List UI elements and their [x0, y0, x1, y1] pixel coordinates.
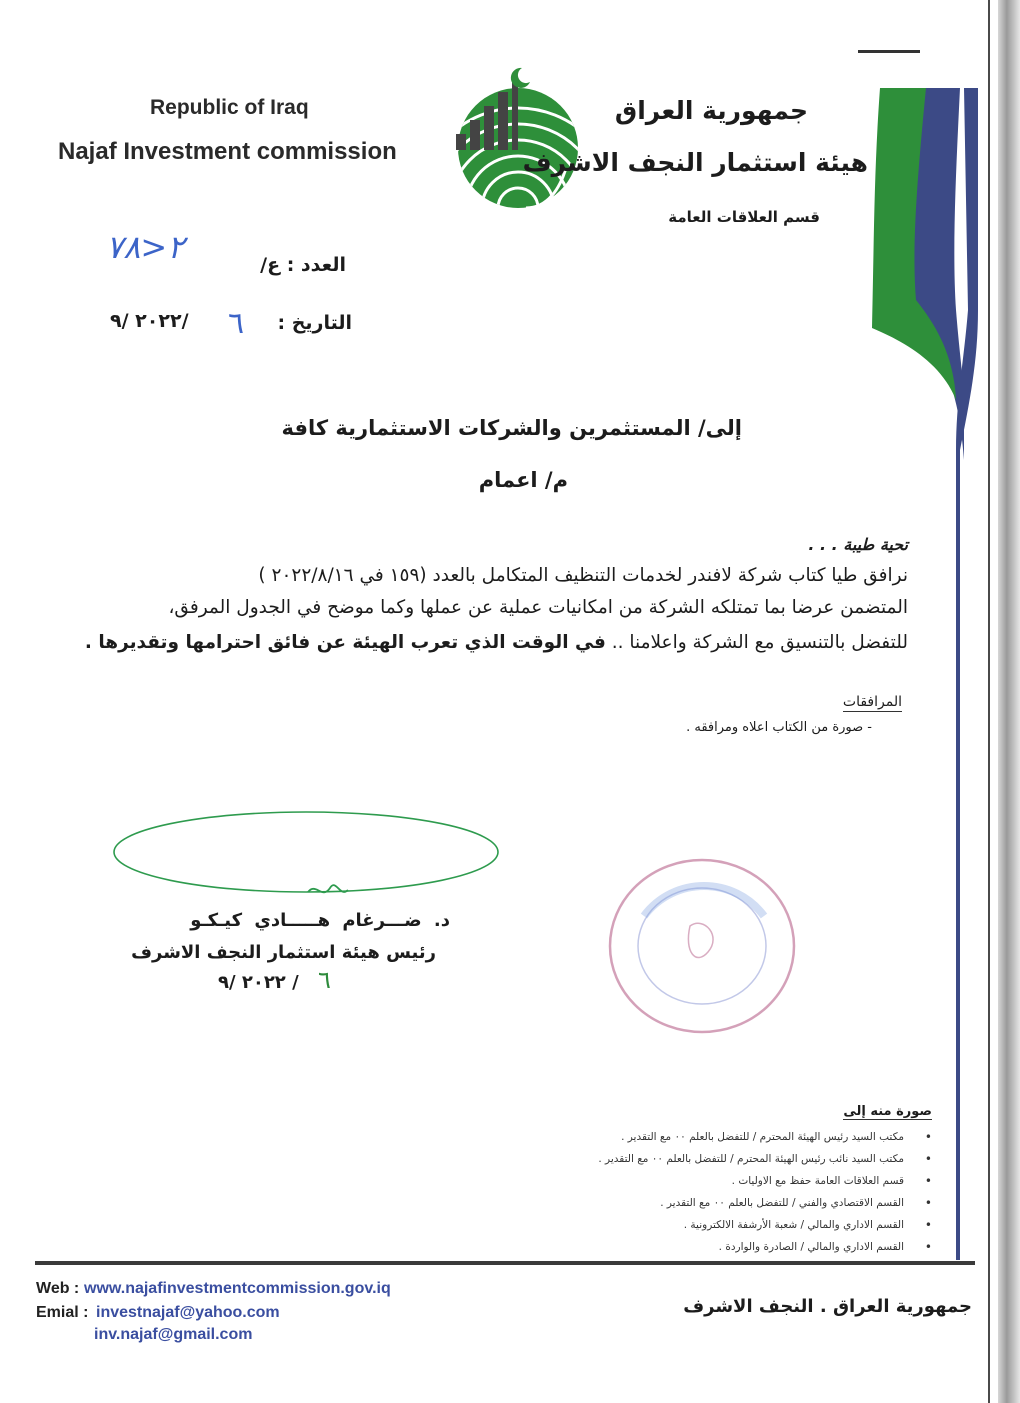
header-en-country: Republic of Iraq — [150, 96, 309, 119]
footer-web-label: Web : — [36, 1280, 80, 1297]
footer-email-label: Emial : — [36, 1304, 89, 1321]
list-item: • مكتب السيد نائب رئيس الهيئة المحترم / للتفضل بالعلم ٠٠ مع التقدير . — [598, 1148, 932, 1170]
date-handwritten-day: ٦ — [228, 306, 245, 341]
signature-date-handwritten: ٦ — [318, 966, 331, 994]
attachments-item: - صورة من الكتاب اعلاه ومرافقه . — [686, 720, 872, 735]
letterhead-bands — [860, 80, 980, 1260]
letter-body-line: نرافق طيا كتاب شركة لافندر لخدمات التنظيف المتكامل بالعدد (١٥٩ في ٢٠٢٢/٨/١٦ ) — [258, 565, 908, 586]
letter-greeting: تحية طيبة . . . — [808, 535, 908, 554]
bullet-icon: • — [924, 1218, 932, 1232]
letter-subject: م/ اعمام — [478, 468, 568, 492]
letter-closing-phrase: في الوقت الذي تعرب الهيئة عن فائق احترامها وتقديرها . — [84, 632, 606, 653]
copies-title: صورة منه إلى — [843, 1104, 932, 1119]
footer-website-link[interactable]: www.najafinvestmentcommission.gov.iq — [84, 1280, 391, 1297]
header-ar-country: جمهورية العراق — [614, 96, 808, 125]
bullet-icon: • — [924, 1174, 932, 1188]
letter-body-line: المتضمن عرضا بما تمتلكه الشركة من امكانيات عملية عن عملها وكما موضح في الجدول المرفق، — [168, 597, 908, 618]
page-edge-line — [988, 0, 990, 1403]
bullet-icon: • — [924, 1130, 932, 1144]
letter-body-line — [85, 632, 908, 653]
signature-scribble — [108, 808, 504, 918]
date-label: التاريخ : — [277, 312, 352, 334]
header-ar-dept: قسم العلاقات العامة — [668, 208, 820, 226]
header-ar-org: هيئة استثمار النجف الاشرف — [522, 148, 868, 177]
list-item: • مكتب السيد رئيس الهيئة المحترم / للتفضل بالعلم ٠٠ مع التقدير . — [598, 1126, 932, 1148]
bullet-icon: • — [924, 1152, 932, 1166]
page-edge-shadow — [998, 0, 1020, 1403]
footer-address: جمهورية العراق . النجف الاشرف — [683, 1296, 972, 1317]
date-month-year: ٢٠٢٢ /٩/ — [110, 310, 189, 332]
reference-number-label: العدد : ع/ — [260, 254, 346, 276]
letter-addressee: إلى/ المستثمرين والشركات الاستثمارية كافة — [281, 416, 742, 440]
copies-list — [598, 1126, 932, 1258]
signatory-name: د. ضـــرغام هـــــادي كيـكـو — [190, 910, 450, 931]
top-rule — [858, 50, 920, 53]
footer-rule — [35, 1261, 975, 1265]
signature-date: ٢٠٢٢ /٩ / — [218, 972, 299, 993]
official-stamp — [604, 856, 800, 1036]
commission-logo — [448, 58, 588, 218]
bullet-icon: • — [924, 1240, 932, 1254]
footer-email-link[interactable]: investnajaf@yahoo.com — [96, 1304, 280, 1321]
list-item: • القسم الاقتصادي والفني / للتفضل بالعلم ٠٠ مع التقدير . — [598, 1192, 932, 1214]
header-en-org: Najaf Investment commission — [58, 138, 397, 165]
list-item: • القسم الاداري والمالي / الصادرة والواردة . — [598, 1236, 932, 1258]
attachments-title: المرافقات — [842, 694, 902, 710]
list-item: • قسم العلاقات العامة حفظ مع الاوليات . — [598, 1170, 932, 1192]
signatory-title: رئيس هيئة استثمار النجف الاشرف — [131, 942, 436, 963]
reference-number-handwritten: ٢<٧٨ — [106, 228, 185, 266]
letter-body-line3-start: للتفضل بالتنسيق مع الشركة واعلامنا .. — [605, 632, 908, 653]
list-item: • القسم الاداري والمالي / شعبة الأرشفة الالكترونية . — [598, 1214, 932, 1236]
footer-email-link[interactable]: inv.najaf@gmail.com — [94, 1326, 253, 1343]
bullet-icon: • — [924, 1196, 932, 1210]
